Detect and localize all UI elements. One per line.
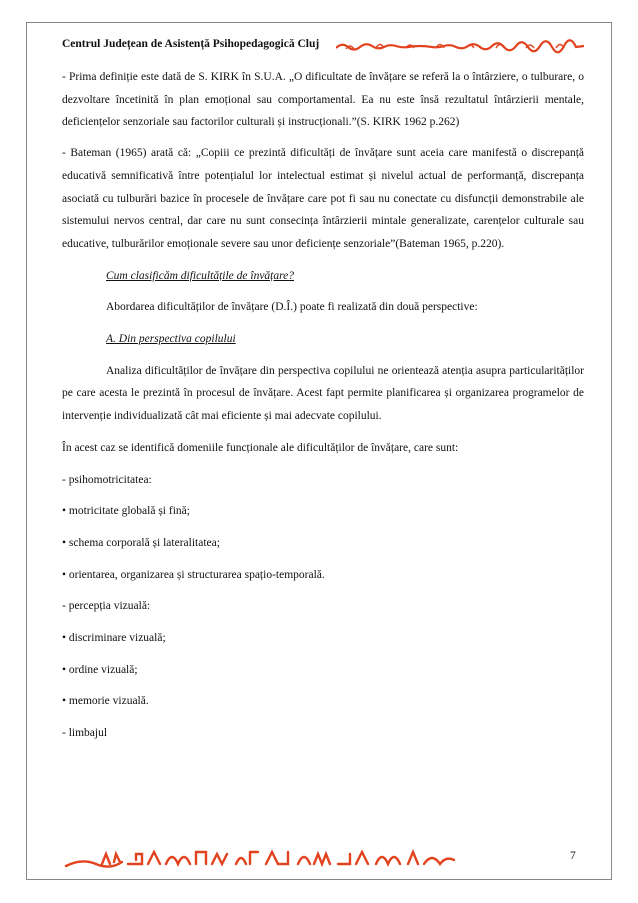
page-number: 7 bbox=[570, 850, 576, 862]
list-item: • schema corporală și lateralitatea; bbox=[62, 536, 220, 549]
body-text bbox=[62, 66, 584, 745]
footer-ornament bbox=[62, 842, 462, 872]
paragraph-perspectives: Abordarea dificultăților de învățare (D.Î.) poate fi realizată din două perspective: bbox=[106, 301, 478, 314]
list-item: - limbajul bbox=[62, 727, 108, 740]
list-item: - psihomotricitatea: bbox=[62, 473, 152, 486]
paragraph-bateman-definition: - Bateman (1965) arată că: „Copiii ce prezintă dificultăți de învățare sunt aceia care manifestă o discrepanță educativă semnificativă între potențialul lor intelectual estimat și nivelul actual de performanță, discrepanța asociată cu tulburări bazice în procesele de învățare care pot fi sau nu conectate cu disfuncții demonstrabile ale sistemului nervos central, dar care nu sunt consecința întârzierii mintale generalizate, carențelor culturale sau educative, tulburărilor emoționale severe sau unor deficiențe senzoriale”(Bateman 1965, p.220). bbox=[62, 147, 584, 250]
list-item: • orientarea, organizarea și structurarea spațio-temporală. bbox=[62, 568, 325, 581]
header-ornament bbox=[336, 36, 584, 54]
list-item: - percepția vizuală: bbox=[62, 600, 151, 613]
list-item: • motricitate globală și fină; bbox=[62, 505, 190, 518]
list-item: • ordine vizuală; bbox=[62, 663, 138, 676]
classification-question bbox=[62, 265, 584, 288]
list-item: • memorie vizuală. bbox=[62, 695, 149, 708]
classification-question-text: Cum clasificăm dificultățile de învățare? bbox=[106, 269, 295, 282]
section-heading-child-perspective-text: A. Din perspectiva copilului bbox=[106, 333, 236, 346]
paragraph-kirk-definition: - Prima definiție este dată de S. KIRK în S.U.A. „O dificultate de învățare se referă la o întârziere, o tulburare, o dezvoltare încetinită în plan emoțional sau comportamental. Ea nu este însă rezultatul întârzierii mentale, deficiențelor senzoriale sau factorilor culturali și instrucționali.”(S. KIRK 1962 p.262) bbox=[62, 71, 584, 129]
paragraph-functional-domains: În acest caz se identifică domeniile funcționale ale dificultăților de învățare, care sunt: bbox=[62, 441, 459, 454]
paragraph-analysis: Analiza dificultăților de învățare din perspectiva copilului ne orientează atenția asupra particularităților pe care acesta le prezintă în procesul de învățare. Acest fapt permite planificarea și organizarea programelor de intervenție individualizată cât mai eficiente și mai adecvate copilului. bbox=[62, 364, 584, 423]
list-item: • discriminare vizuală; bbox=[62, 632, 166, 645]
section-heading-child-perspective bbox=[62, 328, 584, 351]
header-title: Centrul Județean de Asistență Psihopedagogică Cluj bbox=[62, 38, 320, 50]
